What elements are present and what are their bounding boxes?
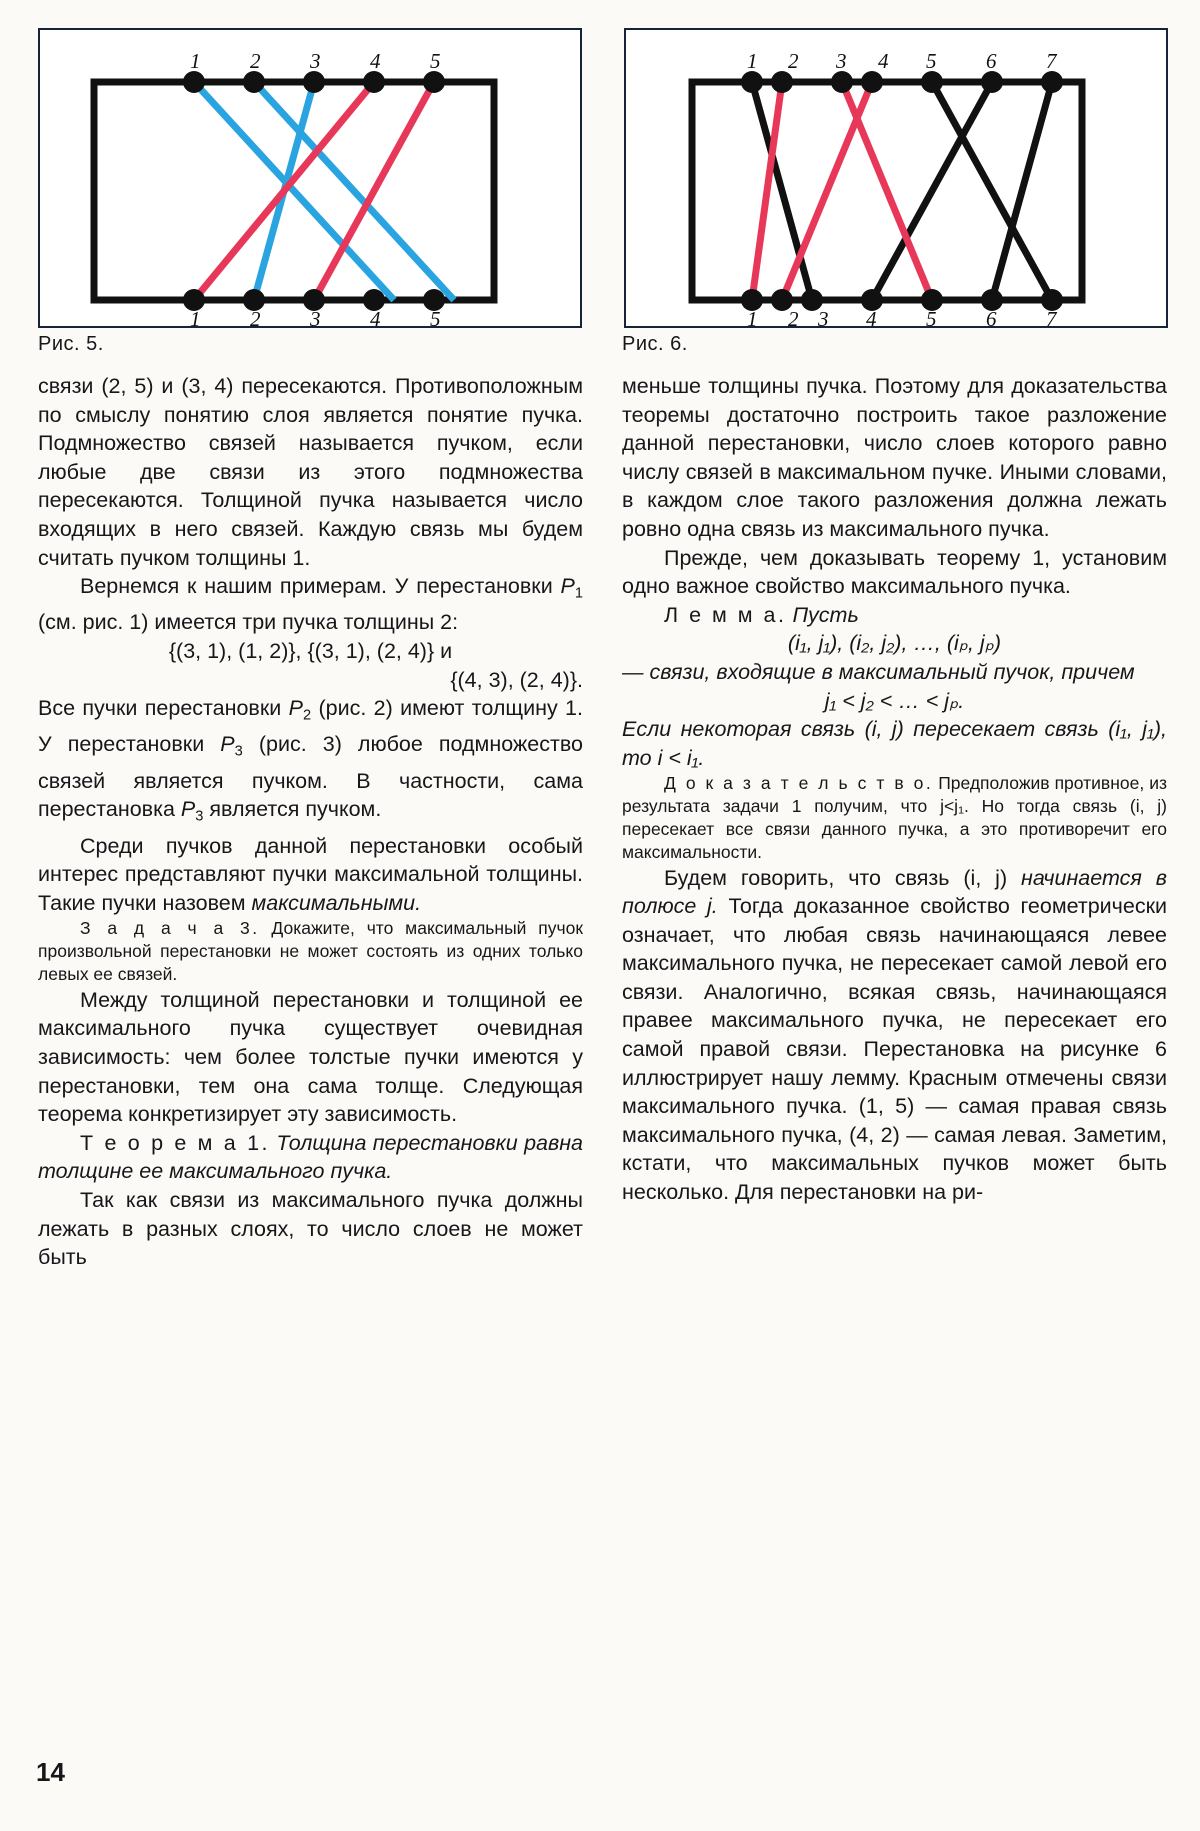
paragraph-proof-start: Так как связи из максимального пучка должны лежать в разных слоях, то число слоев не может быть <box>38 1187 583 1270</box>
theorem-1-lead: Т е о р е м а 1. <box>80 1130 271 1155</box>
paragraph-text: (рис. 2) имеют толщину 1. У перестановки <box>38 696 583 757</box>
svg-text:5: 5 <box>926 307 937 326</box>
symbol-P3-sub: 3 <box>234 744 243 761</box>
proof <box>622 772 1167 863</box>
svg-text:5: 5 <box>430 307 441 326</box>
term-maximal: максимальными. <box>251 890 422 915</box>
paragraph-p2p3 <box>38 694 583 831</box>
lemma-word: Пусть <box>792 602 859 627</box>
svg-text:4: 4 <box>866 307 877 326</box>
task-3-lead: З а д а ч а 3. <box>80 918 260 939</box>
page-number: 14 <box>36 1757 65 1787</box>
paragraph-text: является пучком. <box>209 797 382 822</box>
term-begins-at-pole: начинается в полюсе j. <box>622 865 1167 919</box>
lemma-formula-2: j₁ < j₂ < … < jₚ. <box>824 688 965 713</box>
paragraph-maximal <box>38 832 583 918</box>
svg-text:4: 4 <box>878 49 889 73</box>
paragraph-text: Тогда доказанное свойство геометрически означает, что любая связь начинающаяся левее максимального пучка, не пересекает самой левой его связи. Аналогично, всякая связь, начинающаяся правее максимального пучка, не пересекает его самой правой связи. Перестановка на рисунке 6 иллюстрирует нашу лемму. Красным отмечены связи максимального пучка. (1, 5) — самая правая связь максимального пучка, (4, 2) — самая левая. Заметим, кстати, что максимальных пучков может быть несколько. Для перестановки на ри- <box>622 894 1167 1205</box>
svg-text:1: 1 <box>190 49 201 73</box>
theorem-1 <box>38 1129 583 1186</box>
proof-lead: Д о к а з а т е л ь с т в о. <box>664 773 934 794</box>
svg-text:6: 6 <box>986 49 997 73</box>
symbol-P2-sub: 2 <box>302 707 312 724</box>
task-3-body: Докажите, что максимальный пучок произвольной перестановки не может состоять из одних только левых ее связей. <box>38 918 583 984</box>
svg-text:7: 7 <box>1046 49 1057 73</box>
svg-text:2: 2 <box>250 49 261 73</box>
svg-text:3: 3 <box>836 49 847 73</box>
paragraph-continuation-right: меньше толщины пучка. Поэтому для доказательства теоремы достаточно построить такое разложение данной перестановки, число слоев которого равно числу связей в максимальном пучке. Иными словами, в каждом слое такого разложения должна лежать ровно одна связь из максимального пучка. <box>622 374 1167 541</box>
figure-6-caption: Рис. 6. <box>622 333 688 355</box>
figure-5 <box>38 28 582 328</box>
svg-text:1: 1 <box>190 307 201 326</box>
symbol-P1: P <box>560 574 575 599</box>
paragraph-text: (см. рис. 1) имеется три пучка толщины 2: <box>38 610 459 635</box>
paragraph-before-lemma: Прежде, чем доказывать теорему 1, установим одно важное свойство максимального пучка. <box>622 545 1167 599</box>
paragraph-examples <box>38 572 583 637</box>
figures-row <box>38 28 1168 328</box>
svg-text:3: 3 <box>310 307 321 326</box>
paragraph-continuation <box>38 372 583 572</box>
symbol-P3: P <box>220 732 235 757</box>
symbol-P3b-sub: 3 <box>195 809 204 825</box>
symbol-P3b: P <box>180 797 196 822</box>
symbol-P1-sub: 1 <box>574 585 583 602</box>
svg-text:3: 3 <box>310 49 321 73</box>
paragraph-text: Вернемся к нашим примерам. У перестановки <box>80 574 553 599</box>
paragraph-text: Все пучки перестановки <box>38 696 282 721</box>
formula-1: {(3, 1), (1, 2)}, {(3, 1), (2, 4)} и <box>168 639 453 664</box>
svg-text:3: 3 <box>818 307 829 326</box>
paragraph-thickness: Между толщиной перестановки и толщиной ее максимального пучка существует очевидная зависимость: чем более толстые пучки имеются у перестановки, тем она сама толще. Следующая теорема конкретизирует эту зависимость. <box>38 987 583 1127</box>
paragraph-text: Среди пучков данной перестановки особый интерес представляют пучки максимальной толщины. Такие пучки назовем <box>38 833 583 915</box>
svg-text:6: 6 <box>986 307 997 326</box>
figure-5-caption: Рис. 5. <box>38 333 104 355</box>
svg-text:2: 2 <box>250 307 261 326</box>
svg-text:1: 1 <box>747 49 758 73</box>
right-column <box>622 372 1167 1207</box>
svg-text:5: 5 <box>430 49 441 73</box>
symbol-P2: P <box>288 696 303 721</box>
lemma-formula-1: (i₁, j₁), (i₂, j₂), …, (iₚ, jₚ) <box>787 631 1002 656</box>
svg-text:2: 2 <box>788 49 799 73</box>
formula-2: {(4, 3), (2, 4)}. <box>450 667 583 692</box>
lemma-text-a: — связи, входящие в максимальный пучок, причем <box>622 659 1135 684</box>
svg-text:4: 4 <box>370 49 381 73</box>
figure-6-graphic <box>626 30 1166 326</box>
left-column <box>38 372 583 1272</box>
paragraph-text: связи (2, 5) и (3, 4) пересекаются. Противоположным по смыслу понятию слоя является понятие пучка. Подмножество связей называется пучком, если любые две связи из этого подмножества пересекаются. Толщиной пучка называется число входящих в него связей. Каждую связь мы будем считать пучком толщины 1. <box>38 374 583 570</box>
lemma-lead: Л е м м а. <box>664 602 787 627</box>
lemma-text-b: Если некоторая связь (i, j) пересекает связь (i₁, j₁), то i < i₁. <box>622 717 1167 770</box>
svg-text:4: 4 <box>370 307 381 326</box>
svg-text:7: 7 <box>1046 307 1057 326</box>
figure-6 <box>624 28 1168 328</box>
proof-body: Предположив противное, из результата задачи 1 получим, что j<j₁. Но тогда связь (i, j) пересекает все связи данного пучка, а это противоречит его максимальности. <box>622 773 1167 862</box>
svg-text:1: 1 <box>747 307 758 326</box>
figure-5-graphic <box>40 30 580 326</box>
theorem-1-body: Толщина перестановки равна толщине ее максимального пучка. <box>38 1130 583 1184</box>
task-3 <box>38 917 583 985</box>
lemma <box>622 601 1167 630</box>
paragraph-poles <box>622 864 1167 1207</box>
paragraph-text: (рис. 3) любое подмножество связей является пучком. В частности, сама перестановка <box>38 732 583 822</box>
paragraph-text: Будем говорить, что связь (i, j) <box>664 865 1008 890</box>
svg-text:2: 2 <box>788 307 799 326</box>
svg-text:5: 5 <box>926 49 937 73</box>
